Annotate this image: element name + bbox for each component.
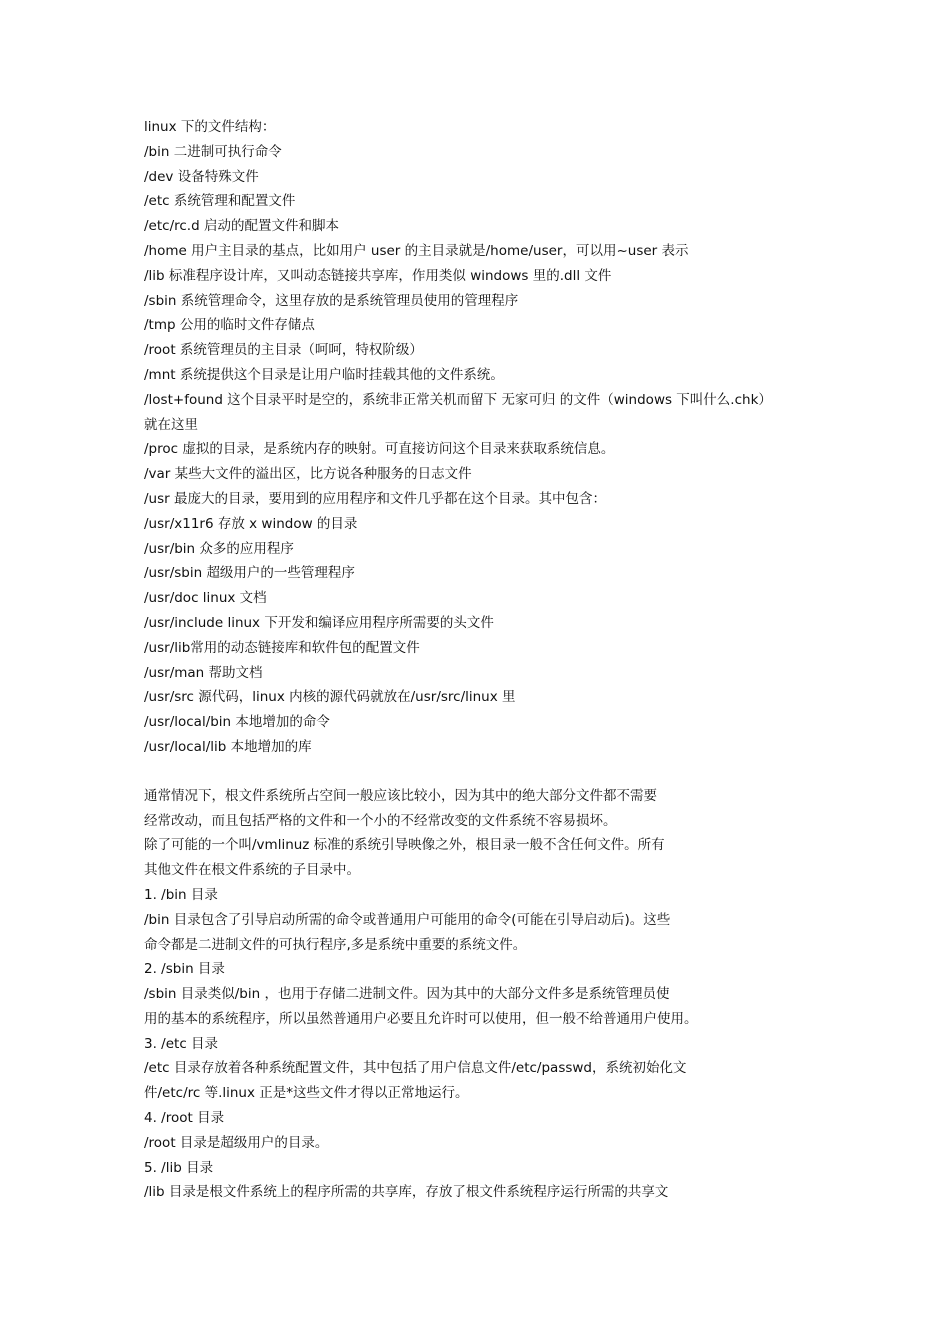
text-line: /usr/sbin 超级用户的一些管理程序	[144, 565, 355, 582]
text-line: /usr/bin 众多的应用程序	[144, 540, 294, 557]
subheading: 2. /sbin 目录	[144, 961, 225, 978]
text-line: 命令都是二进制文件的可执行程序,多是系统中重要的系统文件。	[144, 936, 527, 953]
text-line: /root 系统管理员的主目录（呵呵，特权阶级）	[144, 342, 423, 359]
text-line: /etc 目录存放着各种系统配置文件，其中包括了用户信息文件/etc/passwd，系统初始化文	[144, 1060, 687, 1077]
text-line: /etc 系统管理和配置文件	[144, 193, 296, 210]
text-line: /lib 标准程序设计库，又叫动态链接共享库，作用类似 windows 里的.dll 文件	[144, 267, 612, 284]
subheading: 3. /etc 目录	[144, 1035, 219, 1052]
text-line: /usr/lib常用的动态链接库和软件包的配置文件	[144, 639, 420, 656]
subheading: 4. /root 目录	[144, 1110, 225, 1127]
text-line: 通常情况下，根文件系统所占空间一般应该比较小，因为其中的绝大部分文件都不需要	[144, 787, 657, 804]
subheading: 5. /lib 目录	[144, 1159, 214, 1176]
text-line: /bin 二进制可执行命令	[144, 143, 282, 160]
root-fs-description	[144, 784, 844, 1206]
text-line: 件/etc/rc 等.linux 正是*这些文件才得以正常地运行。	[144, 1085, 469, 1102]
text-line: /home 用户主目录的基点，比如用户 user 的主目录就是/home/user，可以用~user 表示	[144, 242, 689, 259]
text-line: /usr/doc linux 文档	[144, 590, 267, 607]
text-line: /usr/local/bin 本地增加的命令	[144, 714, 330, 731]
text-line: /lib 目录是根文件系统上的程序所需的共享库，存放了根文件系统程序运行所需的共享文	[144, 1184, 669, 1201]
text-line: /sbin 目录类似/bin ，也用于存储二进制文件。因为其中的大部分文件多是系统管理员使	[144, 986, 670, 1003]
directory-list	[144, 115, 844, 760]
text-line: /var 某些大文件的溢出区，比方说各种服务的日志文件	[144, 466, 472, 483]
text-line: 其他文件在根文件系统的子目录中。	[144, 862, 360, 879]
text-line: /proc 虚拟的目录，是系统内存的映射。可直接访问这个目录来获取系统信息。	[144, 441, 615, 458]
text-line: /usr/x11r6 存放 x window 的目录	[144, 515, 358, 532]
text-line: /usr/local/lib 本地增加的库	[144, 738, 312, 755]
paragraph-gap	[144, 760, 844, 784]
text-line: /usr/src 源代码，linux 内核的源代码就放在/usr/src/linux 里	[144, 689, 516, 706]
text-line: 就在这里	[144, 416, 198, 433]
text-line: /tmp 公用的临时文件存储点	[144, 317, 315, 334]
text-line: 除了可能的一个叫/vmlinuz 标准的系统引导映像之外，根目录一般不含任何文件。所有	[144, 837, 665, 854]
text-line: /mnt 系统提供这个目录是让用户临时挂载其他的文件系统。	[144, 366, 504, 383]
document-body	[144, 115, 844, 1205]
text-line: /dev 设备特殊文件	[144, 168, 259, 185]
text-line: /root 目录是超级用户的目录。	[144, 1134, 329, 1151]
text-line: /bin 目录包含了引导启动所需的命令或普通用户可能用的命令(可能在引导启动后)。这些	[144, 911, 671, 928]
doc-heading: linux 下的文件结构：	[144, 119, 276, 135]
text-line: 经常改动，而且包括严格的文件和一个小的不经常改变的文件系统不容易损坏。	[144, 812, 617, 829]
text-line: /lost+found 这个目录平时是空的，系统非正常关机而留下 无家可归 的文件（windows 下叫什么.chk）	[144, 391, 772, 408]
subheading: 1. /bin 目录	[144, 886, 218, 903]
text-line: /usr/man 帮助文档	[144, 664, 263, 681]
text-line: /etc/rc.d 启动的配置文件和脚本	[144, 218, 339, 235]
text-line: /sbin 系统管理命令，这里存放的是系统管理员使用的管理程序	[144, 292, 519, 309]
text-line: /usr 最庞大的目录，要用到的应用程序和文件几乎都在这个目录。其中包含：	[144, 490, 606, 507]
text-line: 用的基本的系统程序，所以虽然普通用户必要且允许时可以使用，但一般不给普通用户使用。	[144, 1010, 698, 1027]
text-line: /usr/include linux 下开发和编译应用程序所需要的头文件	[144, 614, 494, 631]
